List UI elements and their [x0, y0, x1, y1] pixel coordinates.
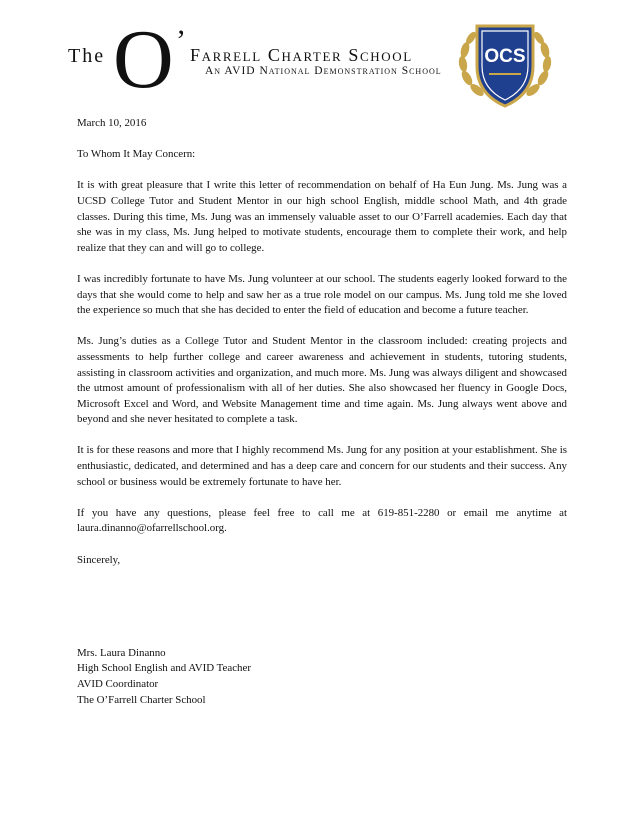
letterhead: [0, 0, 638, 106]
school-crest-logo: [455, 16, 555, 112]
letterhead-subtitle: An AVID National Demonstration School: [205, 65, 442, 77]
signer-title-2: AVID Coordinator: [77, 678, 159, 690]
letterhead-apostrophe: ’: [176, 24, 186, 57]
paragraph-5: If you have any questions, please feel free to call me at 619-851-2280 or email me anytime at laura.dinanno@ofarrellschool.org.: [77, 506, 567, 535]
signer-name: Mrs. Laura Dinanno: [77, 646, 166, 659]
signer-title-1: High School English and AVID Teacher: [77, 662, 251, 675]
paragraph-2: I was incredibly fortunate to have Ms. Jung volunteer at our school. The students eagerly looked forward to the days that she would come to help and saw her as a true role model on our campus. Ms. Jung told me she loved the experience so much that she has decided to enter the field of education and become a future teacher.: [77, 272, 567, 317]
letter-date: March 10, 2016: [77, 117, 147, 129]
logo-text: OCS: [484, 46, 526, 67]
letter-closing: Sincerely,: [77, 553, 121, 566]
paragraph-1: It is with great pleasure that I write this letter of recommendation on behalf of Ha Eun Jung. Ms. Jung was a UCSD College Tutor and Student Mentor in our high school English, middle school Math, and 4th grade classes. During this time, Ms. Jung was an immensely valuable asset to our O’Farrell academies. Each day that she was in my class, Ms. Jung helped to motivate students, encourage them to complete their work, and help realize that they can and will go to college.: [77, 179, 567, 254]
letterhead-o: O: [113, 13, 174, 106]
signature-space: [77, 584, 567, 646]
signer-organization: The O’Farrell Charter School: [77, 693, 206, 706]
letterhead-school-name: Farrell Charter School: [190, 45, 413, 65]
signature-block: [77, 646, 567, 708]
paragraph-3: Ms. Jung’s duties as a College Tutor and Student Mentor in the classroom included: creating projects and assessments to help further college and career awareness and achievement in students, tutoring students, assisting in classroom activities and organization, and much more. Ms. Jung was always diligent and showcased the utmost amount of professionalism with all of her duties. She also showcased her fluency in Google Docs, Microsoft Excel and Word, and Website Management time and time again. Ms. Jung always went above and beyond and she never hesitated to complete a task.: [77, 335, 567, 426]
letter-body: [77, 116, 567, 708]
paragraph-4: It is for these reasons and more that I highly recommend Ms. Jung for any position at your establishment. She is enthusiastic, dedicated, and determined and has a deep care and concern for our students and their success. Any school or business would be extremely fortunate to have her.: [77, 444, 567, 488]
letter-greeting: To Whom It May Concern:: [77, 148, 196, 161]
letterhead-the: The: [68, 45, 106, 67]
